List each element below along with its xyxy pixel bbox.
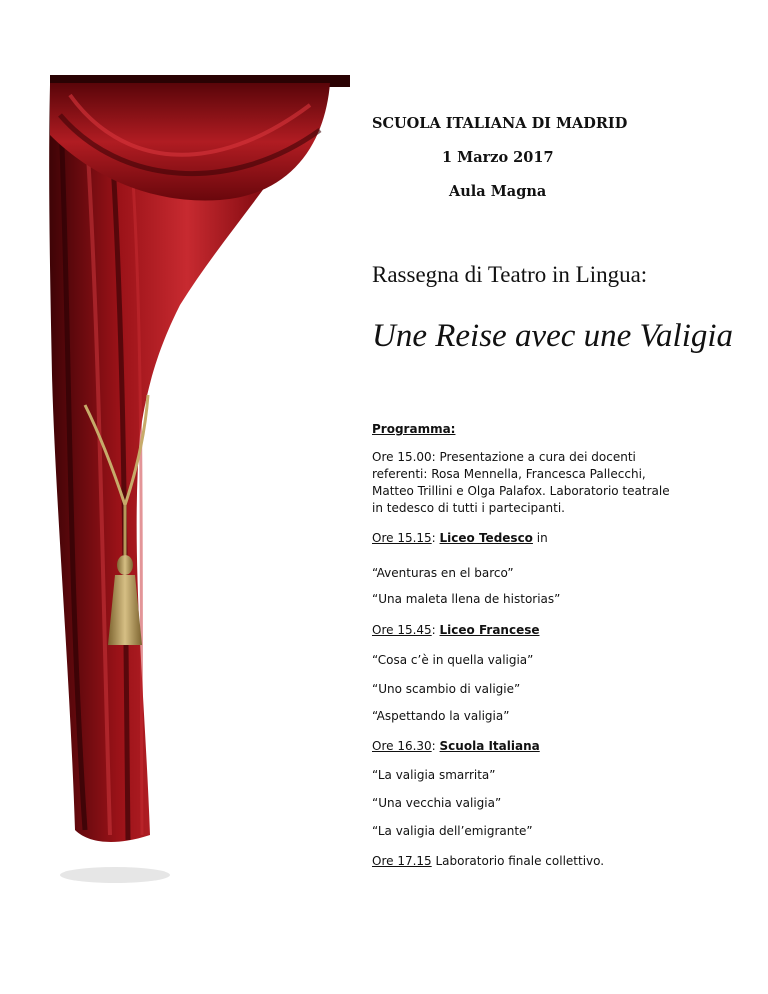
- list-item: “Aspettando la valigia”: [372, 709, 510, 723]
- slot-2-time: Ore 15.45: [372, 623, 432, 637]
- slot-3-sep: :: [431, 739, 440, 753]
- slot-2-sep: :: [431, 623, 440, 637]
- final-slot: [372, 853, 672, 870]
- slot-2: [372, 622, 672, 639]
- show-title: Une Reise avec une Valigia: [372, 318, 734, 354]
- slot-1: [372, 530, 672, 547]
- slot-1-sep: :: [431, 531, 440, 545]
- event-room: Aula Magna: [449, 183, 547, 200]
- final-time: Ore 17.15: [372, 854, 432, 868]
- list-item: “Aventuras en el barco”: [372, 566, 514, 580]
- list-item: “Una maleta llena de historias”: [372, 592, 561, 606]
- slot-3-time: Ore 16.30: [372, 739, 432, 753]
- rassegna-heading: Rassegna di Teatro in Lingua:: [372, 262, 648, 287]
- curtain-illustration: [30, 75, 350, 915]
- slot-2-group: Liceo Francese: [439, 623, 540, 637]
- list-item: “Cosa c’è in quella valigia”: [372, 653, 534, 667]
- school-name: SCUOLA ITALIANA DI MADRID: [372, 115, 628, 132]
- list-item: “Uno scambio di valigie”: [372, 682, 521, 696]
- program-intro: Ore 15.00: Presentazione a cura dei docenti referenti: Rosa Mennella, Francesca Pallecchi, Matteo Trillini e Olga Palafox. Laboratorio teatrale in tedesco di tutti i partecipanti.: [372, 450, 670, 515]
- slot-3: [372, 738, 672, 755]
- slot-1-group: Liceo Tedesco: [439, 531, 533, 545]
- final-text: Laboratorio finale collettivo.: [431, 854, 605, 868]
- slot-1-time: Ore 15.15: [372, 531, 432, 545]
- list-item: “Una vecchia valigia”: [372, 796, 502, 810]
- list-item: “La valigia dell’emigrante”: [372, 824, 533, 838]
- event-date: 1 Marzo 2017: [442, 149, 554, 166]
- program-label: Programma:: [372, 422, 456, 436]
- list-item: “La valigia smarrita”: [372, 768, 496, 782]
- slot-1-suffix: in: [532, 531, 548, 545]
- slot-3-group: Scuola Italiana: [439, 739, 540, 753]
